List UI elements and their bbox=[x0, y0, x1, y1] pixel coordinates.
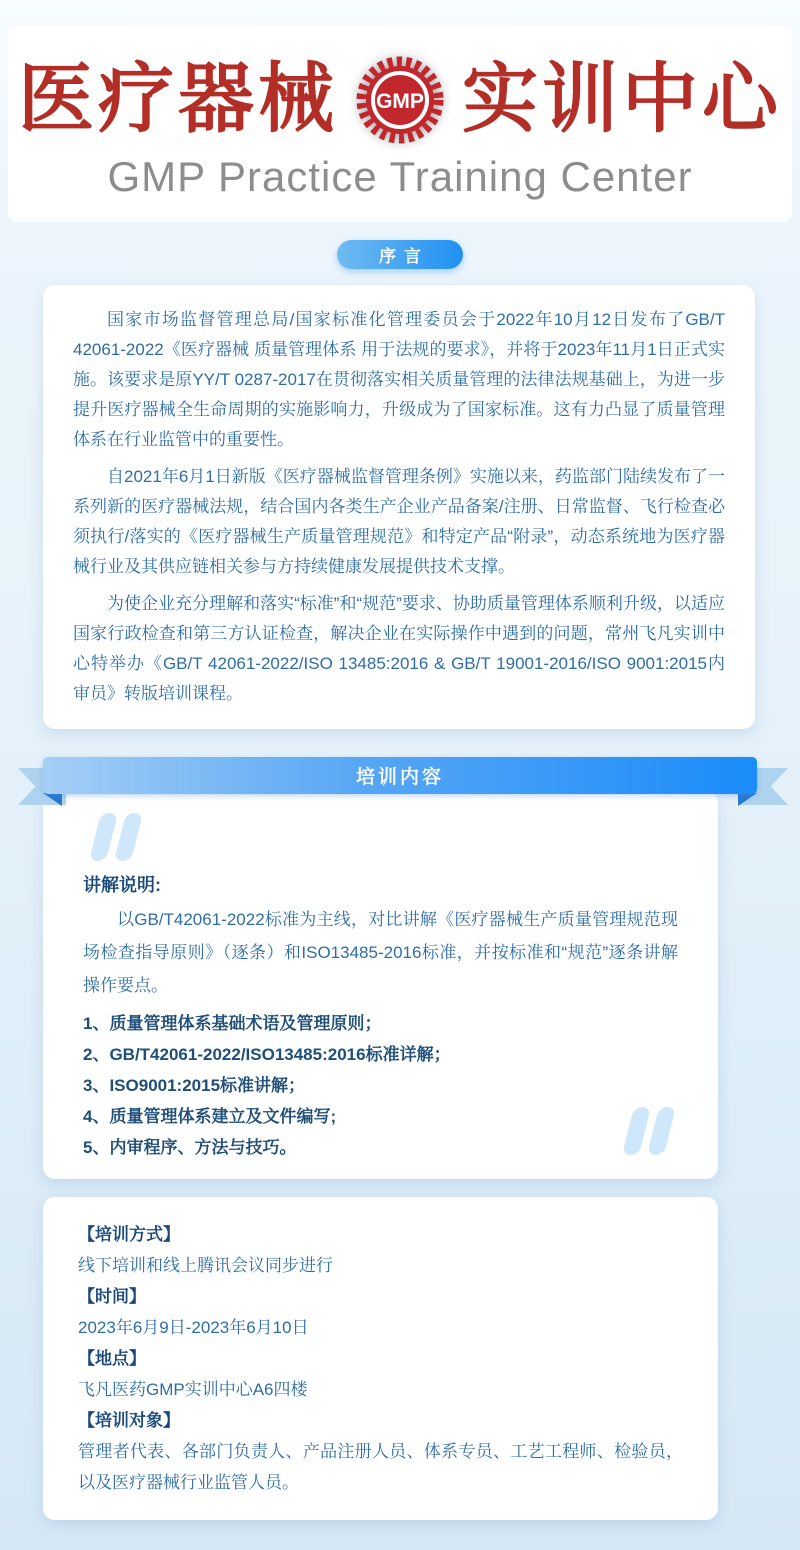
training-topic-item: 2、GB/T42061-2022/ISO13485:2016标准详解； bbox=[83, 1045, 451, 1064]
info-field-value: 线下培训和线上腾讯会议同步进行 bbox=[78, 1256, 333, 1275]
logo-subtitle: GMP Practice Training Center bbox=[107, 153, 693, 201]
training-topic-item: 5、内审程序、方法与技巧。 bbox=[83, 1138, 297, 1157]
training-content-card bbox=[43, 791, 718, 1179]
training-topic-list bbox=[73, 1008, 688, 1163]
info-field-value: 管理者代表、各部门负责人、产品注册人员、体系专员、工艺工程师、检验员，以及医疗器械行业监管人员。 bbox=[78, 1442, 683, 1492]
info-field-location bbox=[78, 1343, 683, 1405]
preface-badge bbox=[337, 240, 463, 269]
training-topic-item: 1、质量管理体系基础术语及管理原则； bbox=[83, 1014, 382, 1033]
info-field-value: 2023年6月9日-2023年6月10日 bbox=[78, 1318, 309, 1337]
preface-paragraph: 为使企业充分理解和落实“标准”和“规范”要求、协助质量管理体系顺利升级，以适应国家行政检查和第三方认证检查，解决企业在实际操作中遇到的问题，常州飞凡实训中心特举办《GB/T 42061-2022/ISO 13485:2016 & GB/T 19001-2016/ISO 9001:2015内审员》转版培训课程。 bbox=[73, 594, 725, 703]
info-field-label: 【培训对象】 bbox=[78, 1411, 180, 1430]
ribbon-label: 培训内容 bbox=[355, 767, 444, 788]
info-field-time bbox=[78, 1281, 683, 1343]
info-field-label: 【培训方式】 bbox=[78, 1225, 180, 1244]
preface-paragraph: 国家市场监督管理总局/国家标准化管理委员会于2022年10月12日发布了GB/T 42061-2022《医疗器械 质量管理体系 用于法规的要求》，并将于2023年11月1日正式实施。该要求是原YY/T 0287-2017在贯彻落实相关质量管理的法律法规基础上，为进一步提升医疗器械全生命周期的实施影响力，升级成为了国家标准。这有力凸显了质量管理体系在行业监管中的重要性。 bbox=[73, 310, 725, 449]
training-info-card bbox=[43, 1197, 718, 1520]
header-logo-card bbox=[8, 25, 792, 222]
info-field-audience bbox=[78, 1405, 683, 1498]
preface-card bbox=[43, 285, 755, 729]
ribbon-bar bbox=[43, 757, 757, 794]
logo-row bbox=[18, 52, 782, 148]
info-field-value: 飞凡医药GMP实训中心A6四楼 bbox=[78, 1380, 308, 1399]
logo-title-left: 医疗器械 bbox=[18, 58, 338, 143]
info-field-method bbox=[78, 1219, 683, 1281]
open-quote-icon bbox=[95, 813, 688, 861]
training-intro: 以GB/T42061-2022标准为主线，对比讲解《医疗器械生产质量管理规范现场检查指导原则》（逐条）和ISO13485-2016标准，并按标准和“规范”逐条讲解操作要点。 bbox=[83, 910, 678, 995]
preface-badge-label: 序言 bbox=[379, 247, 429, 266]
info-field-label: 【时间】 bbox=[78, 1287, 146, 1306]
gmp-seal-text: GMP bbox=[376, 90, 424, 114]
close-quote-icon bbox=[628, 1107, 670, 1155]
preface-paragraph: 自2021年6月1日新版《医疗器械监督管理条例》实施以来，药监部门陆续发布了一系列新的医疗器械法规，结合国内各类生产企业产品备案/注册、日常监督、飞行检查必须执行/落实的《医疗器械生产质量管理规范》和特定产品“附录”，动态系统地为医疗器械行业及其供应链相关参与方持续健康发展提供技术支撑。 bbox=[73, 467, 725, 576]
gmp-seal-icon bbox=[352, 52, 448, 148]
logo-title-right: 实训中心 bbox=[462, 58, 782, 143]
training-heading: 讲解说明: bbox=[83, 875, 161, 895]
training-topic-item: 4、质量管理体系建立及文件编写; bbox=[83, 1107, 337, 1126]
training-content-ribbon bbox=[0, 757, 800, 794]
info-field-label: 【地点】 bbox=[78, 1349, 146, 1368]
training-topic-item: 3、ISO9001:2015标准讲解； bbox=[83, 1076, 306, 1095]
